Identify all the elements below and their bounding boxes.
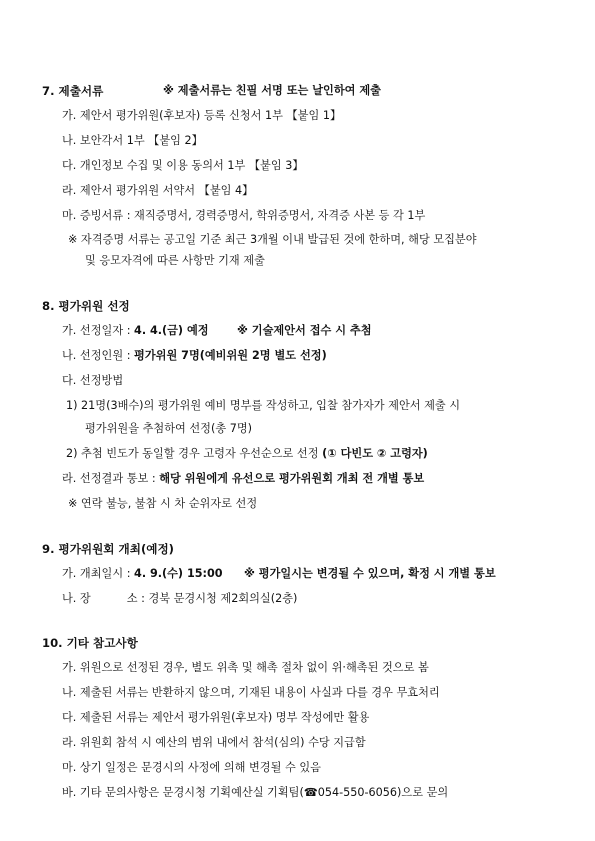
section-10-item-5: 마. 상기 일정은 문경시의 사정에 의해 변경될 수 있음	[62, 761, 321, 774]
selection-date-note: ※ 기술제안서 접수 시 추첨	[237, 324, 372, 337]
meeting-place-label-b: 소 :	[126, 592, 145, 605]
section-7-title	[42, 84, 103, 98]
section-7-item-5: 마. 증빙서류 : 재직증명서, 경력증명서, 학위증명서, 자격증 사본 등 각 1부	[62, 209, 426, 222]
selection-method-2-text: 2) 추첨 빈도가 동일할 경우 고령자 우선순으로 선정	[66, 447, 319, 460]
section-7-heading: 7. 제출서류	[42, 84, 104, 98]
section-9-place-row	[62, 592, 297, 606]
section-10-item-4: 라. 위원회 참석 시 예산의 범위 내에서 참석(심의) 수당 지급함	[62, 736, 366, 749]
section-8-result-row	[62, 472, 424, 486]
selection-result-note: ※ 연락 불능, 불참 시 차 순위자로 선정	[68, 497, 258, 510]
meeting-place-value: 경북 문경시청 제2회의실(2층)	[148, 592, 298, 605]
section-7-item-2: 나. 보안각서 1부 【붙임 2】	[62, 134, 203, 147]
section-7-item-1: 가. 제안서 평가위원(후보자) 등록 신청서 1부 【붙임 1】	[62, 109, 342, 122]
section-10-item-1: 가. 위원으로 선정된 경우, 별도 위촉 및 해촉 절차 없이 위·해촉된 것으로 봄	[62, 661, 429, 674]
meeting-place-label-a: 나. 장	[62, 592, 91, 605]
section-7-item-4: 라. 제안서 평가위원 서약서 【붙임 4】	[62, 184, 254, 197]
selection-result-value: 해당 위원에게 유선으로 평가위원회 개최 전 개별 통보	[159, 472, 425, 485]
section-7-remark-line-2: 및 응모자격에 따른 사항만 기재 제출	[85, 254, 265, 267]
selection-method-label: 다. 선정방법	[62, 374, 124, 387]
section-8-title: 8. 평가위원 선정	[42, 299, 130, 313]
section-7-note: ※ 제출서류는 친필 서명 또는 날인하여 제출	[163, 84, 381, 97]
section-7-item-3: 다. 개인정보 수집 및 이용 동의서 1부 【붙임 3】	[62, 159, 304, 172]
selection-method-2-priority: (① 다빈도 ② 고령자)	[322, 447, 428, 460]
meeting-datetime-note: ※ 평가일시는 변경될 수 있으며, 확정 시 개별 통보	[244, 567, 496, 580]
selection-date-value: 4. 4.(금) 예정	[134, 324, 209, 337]
section-7-remark-line-1: ※ 자격증명 서류는 공고일 기준 최근 3개월 이내 발급된 것에 한하며, 해당 모집분야	[68, 233, 477, 246]
meeting-datetime-label: 가. 개최일시 :	[62, 567, 131, 580]
section-10-item-2: 나. 제출된 서류는 반환하지 않으며, 기재된 내용이 사실과 다를 경우 무효처리	[62, 686, 440, 699]
selection-method-2	[66, 447, 428, 461]
selection-people-label: 나. 선정인원 :	[62, 349, 131, 362]
section-8-date-row	[62, 324, 209, 338]
selection-method-1-line-1: 1) 21명(3배수)의 평가위원 예비 명부를 작성하고, 입찰 참가자가 제안서 제출 시	[66, 399, 461, 412]
selection-result-label: 라. 선정결과 통보 :	[62, 472, 156, 485]
section-10-title: 10. 기타 참고사항	[42, 636, 138, 650]
section-9-datetime-row	[62, 567, 223, 581]
selection-people-value: 평가위원 7명(예비위원 2명 별도 선정)	[134, 349, 327, 362]
section-8-people-row	[62, 349, 327, 363]
section-9-title: 9. 평가위원회 개최(예정)	[42, 542, 174, 556]
section-10-item-3: 다. 제출된 서류는 제안서 평가위원(후보자) 명부 작성에만 활용	[62, 711, 370, 724]
section-10-item-6: 바. 기타 문의사항은 문경시청 기획예산실 기획팀(☎054-550-6056)으로 문의	[62, 786, 449, 799]
selection-date-label: 가. 선정일자 :	[62, 324, 131, 337]
selection-method-1-line-2: 평가위원을 추첨하여 선정(총 7명)	[85, 422, 253, 435]
meeting-datetime-value: 4. 9.(수) 15:00	[134, 567, 223, 580]
